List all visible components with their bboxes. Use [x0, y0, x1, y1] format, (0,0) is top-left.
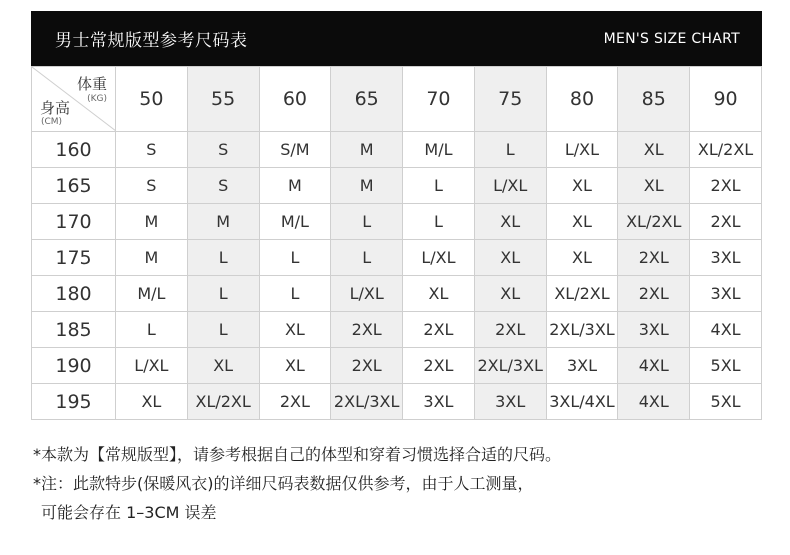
size-cell: S	[187, 168, 259, 204]
table-row	[32, 132, 762, 168]
weight-axis-unit: (KG)	[87, 94, 107, 104]
size-cell: XL	[116, 384, 188, 420]
weight-header-row	[32, 67, 762, 132]
size-cell: 2XL/3XL	[474, 348, 546, 384]
weight-header-cell: 70	[403, 67, 475, 132]
size-cell: L	[187, 276, 259, 312]
note-tolerance: 可能会存在 1–3CM 误差	[41, 503, 217, 522]
size-cell: M/L	[116, 276, 188, 312]
size-cell: XL	[618, 168, 690, 204]
size-cell: 2XL	[331, 312, 403, 348]
table-row	[32, 384, 762, 420]
size-cell: M	[116, 204, 188, 240]
size-cell: L	[331, 204, 403, 240]
weight-header-cell: 55	[187, 67, 259, 132]
table-row	[32, 348, 762, 384]
size-cell: S	[187, 132, 259, 168]
size-cell: XL	[474, 204, 546, 240]
size-cell: XL/2XL	[187, 384, 259, 420]
weight-axis-label: 体重	[76, 75, 107, 93]
size-cell: XL	[618, 132, 690, 168]
size-cell: 5XL	[690, 384, 762, 420]
size-cell: 2XL	[690, 168, 762, 204]
size-cell: 2XL	[403, 348, 475, 384]
size-cell: XL	[474, 240, 546, 276]
chart-header	[31, 11, 762, 66]
size-cell: XL	[187, 348, 259, 384]
size-cell: XL/2XL	[546, 276, 618, 312]
size-cell: 3XL	[474, 384, 546, 420]
size-cell: 4XL	[618, 348, 690, 384]
size-cell: 5XL	[690, 348, 762, 384]
weight-header-cell: 60	[259, 67, 331, 132]
size-table	[31, 66, 762, 420]
size-cell: M	[331, 168, 403, 204]
height-cell: 180	[32, 276, 116, 312]
height-cell: 185	[32, 312, 116, 348]
size-cell: XL/2XL	[690, 132, 762, 168]
note-measurement: *注：此款特步(保暖风衣)的详细尺码表数据仅供参考，由于人工测量，	[33, 474, 534, 493]
height-cell: 170	[32, 204, 116, 240]
table-corner	[32, 67, 116, 132]
size-cell: L	[187, 240, 259, 276]
size-cell: M	[331, 132, 403, 168]
size-cell: 2XL	[259, 384, 331, 420]
size-cell: XL	[259, 312, 331, 348]
size-cell: S/M	[259, 132, 331, 168]
table-row	[32, 312, 762, 348]
height-cell: 175	[32, 240, 116, 276]
size-cell: L	[116, 312, 188, 348]
size-cell: XL	[546, 168, 618, 204]
size-cell: 2XL	[618, 240, 690, 276]
height-axis-label: 身高	[40, 99, 71, 117]
weight-header-cell: 50	[116, 67, 188, 132]
table-row	[32, 276, 762, 312]
size-cell: 2XL/3XL	[546, 312, 618, 348]
chart-title: 男士常规版型参考尺码表	[55, 31, 248, 51]
table-row	[32, 204, 762, 240]
size-cell: L	[474, 132, 546, 168]
height-cell: 190	[32, 348, 116, 384]
size-cell: XL	[403, 276, 475, 312]
size-cell: S	[116, 168, 188, 204]
size-cell: 3XL	[546, 348, 618, 384]
size-cell: 2XL	[331, 348, 403, 384]
size-cell: M/L	[259, 204, 331, 240]
size-cell: L	[331, 240, 403, 276]
size-cell: 3XL	[403, 384, 475, 420]
size-cell: M	[187, 204, 259, 240]
height-cell: 160	[32, 132, 116, 168]
table-row	[32, 240, 762, 276]
size-cell: 2XL	[403, 312, 475, 348]
size-cell: L/XL	[331, 276, 403, 312]
size-cell: XL	[546, 204, 618, 240]
size-cell: 2XL	[618, 276, 690, 312]
size-cell: L/XL	[546, 132, 618, 168]
size-cell: L/XL	[403, 240, 475, 276]
size-cell: 4XL	[618, 384, 690, 420]
size-cell: 2XL	[474, 312, 546, 348]
size-cell: L	[403, 204, 475, 240]
height-cell: 195	[32, 384, 116, 420]
note-fit: *本款为【常规版型】，请参考根据自己的体型和穿着习惯选择合适的尺码。	[33, 445, 562, 464]
chart-title-en: MEN'S SIZE CHART	[603, 30, 740, 47]
size-cell: M	[116, 240, 188, 276]
size-cell: L	[403, 168, 475, 204]
height-cell: 165	[32, 168, 116, 204]
size-cell: XL	[474, 276, 546, 312]
size-cell: 3XL	[690, 240, 762, 276]
weight-header-cell: 90	[690, 67, 762, 132]
size-cell: XL	[259, 348, 331, 384]
size-cell: M/L	[403, 132, 475, 168]
size-notes	[33, 440, 773, 527]
table-row	[32, 168, 762, 204]
size-cell: 3XL	[618, 312, 690, 348]
size-cell: L/XL	[116, 348, 188, 384]
weight-header-cell: 65	[331, 67, 403, 132]
height-axis-unit: (CM)	[41, 117, 63, 127]
size-cell: L	[259, 240, 331, 276]
weight-header-cell: 75	[474, 67, 546, 132]
weight-header-cell: 85	[618, 67, 690, 132]
size-cell: XL	[546, 240, 618, 276]
weight-header-cell: 80	[546, 67, 618, 132]
size-cell: L	[259, 276, 331, 312]
size-cell: 2XL	[690, 204, 762, 240]
size-cell: L/XL	[474, 168, 546, 204]
size-cell: XL/2XL	[618, 204, 690, 240]
size-cell: S	[116, 132, 188, 168]
size-cell: 4XL	[690, 312, 762, 348]
size-cell: L	[187, 312, 259, 348]
size-cell: 2XL/3XL	[331, 384, 403, 420]
size-cell: 3XL	[690, 276, 762, 312]
size-cell: 3XL/4XL	[546, 384, 618, 420]
size-cell: M	[259, 168, 331, 204]
